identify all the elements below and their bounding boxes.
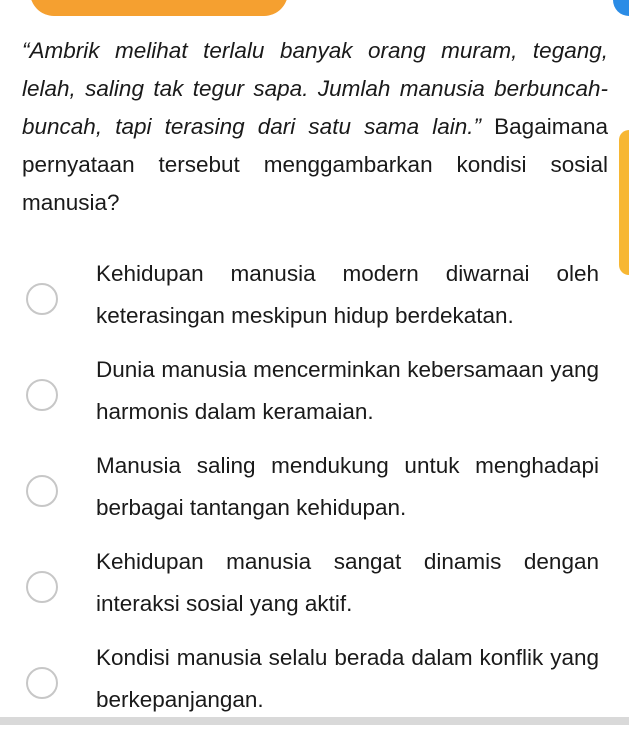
- radio-button-a[interactable]: [26, 283, 58, 315]
- top-tab-decoration: [30, 0, 288, 16]
- answer-option-c[interactable]: [0, 445, 629, 541]
- radio-button-e[interactable]: [26, 667, 58, 699]
- question-text: [22, 32, 608, 222]
- blue-corner-decoration: [613, 0, 629, 16]
- question-prompt: Bagaimana pernyataan tersebut menggambarkan kondisi sosial manusia?: [22, 114, 608, 215]
- option-label-a[interactable]: Kehidupan manusia modern diwarnai oleh keterasingan meskipun hidup berdekatan.: [96, 261, 599, 328]
- radio-button-b[interactable]: [26, 379, 58, 411]
- answer-option-b[interactable]: [0, 349, 629, 445]
- option-label-c[interactable]: Manusia saling mendukung untuk menghadapi berbagai tantangan kehidupan.: [96, 453, 599, 520]
- answer-option-a[interactable]: [0, 253, 629, 349]
- radio-button-d[interactable]: [26, 571, 58, 603]
- answer-option-d[interactable]: [0, 541, 629, 637]
- option-label-b[interactable]: Dunia manusia mencerminkan kebersamaan yang harmonis dalam keramaian.: [96, 357, 599, 424]
- option-label-d[interactable]: Kehidupan manusia sangat dinamis dengan interaksi sosial yang aktif.: [96, 549, 599, 616]
- answer-options: [0, 253, 629, 733]
- question-quote: “Ambrik melihat terlalu banyak orang muram, tegang, lelah, saling tak tegur sapa. Jumlah manusia berbuncah-buncah, tapi terasing dari satu sama lain.”: [22, 38, 608, 139]
- option-label-e[interactable]: Kondisi manusia selalu berada dalam konflik yang berkepanjangan.: [96, 645, 599, 712]
- bottom-scrollbar: [0, 717, 629, 725]
- radio-button-c[interactable]: [26, 475, 58, 507]
